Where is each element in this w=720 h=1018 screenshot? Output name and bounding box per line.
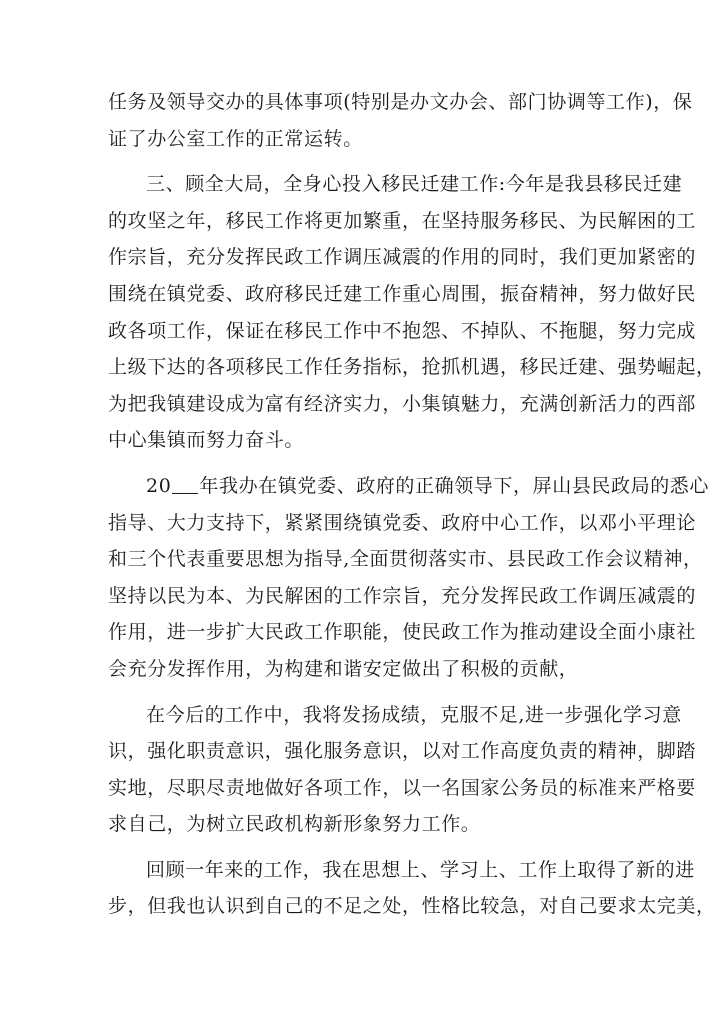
text-line: 任务及领导交办的具体事项(特别是办文办会、部门协调等工作)，保 (108, 91, 693, 113)
text-line: 坚持以民为本、为民解困的工作宗旨，充分发挥民政工作调压减震的 (108, 584, 697, 607)
paragraph-4 (108, 697, 697, 843)
text-line: 识，强化职责意识，强化服务意识，以对工作高度负责的精神，脚踏 (108, 740, 697, 763)
paragraph-5 (108, 852, 716, 925)
text-line: 围绕在镇党委、政府移民迁建工作重心周围，振奋精神，努力做好民 (108, 282, 697, 305)
text-line (108, 468, 709, 505)
text-line: 回顾一年来的工作，我在思想上、学习上、工作上取得了新的进 (146, 858, 695, 881)
blank-underline (172, 475, 198, 494)
text-line: 会充分发挥作用，为构建和谐安定做出了积极的贡献， (108, 657, 579, 680)
text-line: 作用，进一步扩大民政工作职能，使民政工作为推动建设全面小康社 (108, 621, 697, 644)
text-line: 和三个代表重要思想为指导,全面贯彻落实市、县民政工作会议精神， (108, 548, 703, 571)
text-line: 的攻坚之年，移民工作将更加繁重，在坚持服务移民、为民解困的工 (108, 209, 697, 232)
text-line: 步，但我也认识到自己的不足之处，性格比较急，对自己要求太完美， (108, 895, 716, 918)
document-body (108, 84, 716, 925)
paragraph-3 (108, 468, 709, 688)
text-line: 求自己，为树立民政机构新形象努力工作。 (108, 813, 481, 836)
paragraph-2 (108, 166, 716, 459)
text-line: 政各项工作，保证在移民工作中不抱怨、不掉队、不拖腿，努力完成 (108, 319, 697, 342)
text-line: 中心集镇而努力奋斗。 (108, 429, 305, 452)
text-line: 指导、大力支持下，紧紧围绕镇党委、政府中心工作，以邓小平理论 (108, 511, 697, 534)
year-prefix: 20 (146, 474, 172, 497)
text-line: 上级下达的各项移民工作任务指标，抢抓机遇，移民迁建、强势崛起， (108, 356, 716, 379)
paragraph-1 (108, 84, 693, 157)
text-line: 实地，尽职尽责地做好各项工作，以一名国家公务员的标准来严格要 (108, 776, 697, 799)
text-line: 为把我镇建设成为富有经济实力，小集镇魅力，充满创新活力的西部 (108, 392, 697, 415)
text-line: 证了办公室工作的正常运转。 (108, 127, 363, 150)
text-line: 在今后的工作中，我将发扬成绩，克服不足,进一步强化学习意 (146, 703, 682, 726)
text-line-rest: 年我办在镇党委、政府的正确领导下，屏山县民政局的悉心 (199, 474, 709, 497)
text-line: 作宗旨，充分发挥民政工作调压减震的作用的同时，我们更加紧密的 (108, 246, 697, 269)
text-line: 三、顾全大局，全身心投入移民迁建工作:今年是我县移民迁建 (146, 173, 683, 196)
